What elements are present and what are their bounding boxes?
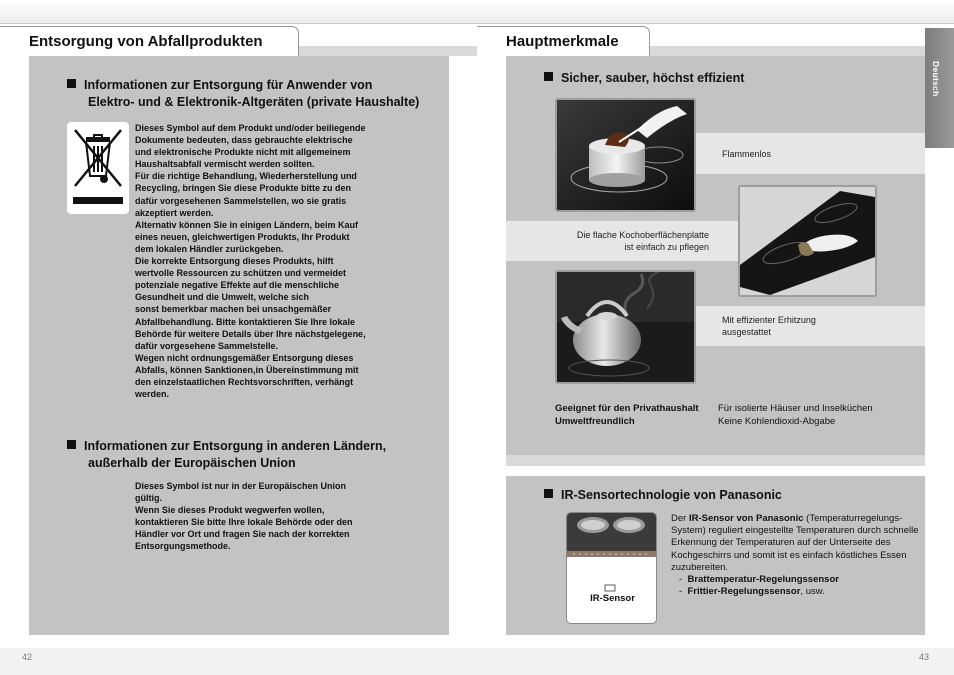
page-title: Hauptmerkmale [506,33,619,50]
section-title-disposal-eu: Informationen zur Entsorgung für Anwender von Elektro- und & Elektronik-Altgeräten (private Haushalte) [67,77,447,111]
ir-bullet: - Frittier-Regelungssensor, usw. [679,586,825,598]
caption-flameless: Flammenlos [722,149,772,159]
section-title-ir-sensor: IR-Sensortechnologie von Panasonic [544,487,904,504]
weee-bin-icon [67,122,129,214]
page-number: 42 [22,652,33,662]
ir-sensor-figure [566,512,657,624]
bullet-square-icon [544,489,553,498]
photo-kettle [555,270,696,384]
top-strip [0,0,477,24]
bottom-strip [477,648,954,675]
caption-efficient: Mit effizienter Erhitzung ausgestattet [722,315,816,337]
language-tab: Deutsch [925,28,954,148]
disposal-eu-text: Dieses Symbol auf dem Produkt und/oder beiliegende Dokumente bedeuten, dass gebrauchte elektrische und elektronische Produkte nicht mit allgemeinem Haushaltsabfall vermischt werden sollten. Für die richtige Behandlung, Wiederherstellung und Recycling, bringen Sie diese Produkte bitte zu den dafür vorgesehenen Sammelstellen, wo sie gratis akzeptiert werden. Alternativ können Sie in einigen Ländern, beim Kauf eines neuen, gleichwertigen Produkts, Ihr Produkt dem lokalen Händler zurückgeben. Die korrekte Entsorgung dieses Produkts, hilft wertvolle Ressourcen zu schützen und vermeidet potenziale negative Effekte auf die menschliche Gesundheit und die Umwelt, welche sich sonst bemerkbar machen bei unsachgemäßer Abfallbehandlung. Bitte kontaktieren Sie Ihre lokale Behörde für weitere Details über Ihre nächstgelegene, dafür vorgesehene Sammelstelle. Wegen nicht ordnungsgemäßer Entsorgung dieses Abfalls, können Sanktionen,in Übereinstimmung mit den einzelstaatlichen Rechtsvorschriften, verhängt werden. [135,123,366,400]
bullet-square-icon [67,79,76,88]
ir-sensor-label: IR-Sensor [590,593,635,604]
feature-list-left: Geeignet für den Privathaushalt Umweltfreundlich [555,403,699,427]
section-title-disposal-non-eu: Informationen zur Entsorgung in anderen Ländern, außerhalb der Europäischen Union [67,438,447,472]
page-title: Entsorgung von Abfallprodukten [29,33,263,50]
bullet-square-icon [544,72,553,81]
photo-cooking-pot [555,98,696,212]
bullet-square-icon [67,440,76,449]
header-tab [477,26,650,56]
header-tab [0,26,299,56]
ir-sensor-description: Der IR-Sensor von Panasonic (Temperaturregelungs-System) reguliert eingestellte Temperaturen durch schnelle Erkennung der Temperaturen auf der Unterseite des Kochgeschirrs und somit ist es einfach köstliches Essen zuzubereiten. - Brattemperatur-Regelungssensor - Frittier-Regelungssensor, usw. [671,513,921,598]
top-strip [477,0,954,24]
panel-divider [506,455,925,466]
feature-list-right: Für isolierte Häuser und Inselküchen Keine Kohlendioxid-Abgabe [718,403,873,427]
ir-bullet: - Brattemperatur-Regelungssensor [679,574,839,586]
section-title-features: Sicher, sauber, höchst effizient [544,70,904,87]
photo-cleaning-cooktop [738,185,877,297]
disposal-non-eu-text: Dieses Symbol ist nur in der Europäischen Union gültig. Wenn Sie dieses Produkt wegwerfen wollen, kontaktieren Sie bitte Ihre lokale Behörde oder den Händler vor Ort und fragen Sie nach der korrekten Entsorgungsmethode. [135,481,353,552]
bottom-strip [0,648,477,675]
caption-easy-clean: Die flache Kochoberflächenplatte ist einfach zu pflegen [576,230,709,252]
page-number: 43 [919,652,930,662]
